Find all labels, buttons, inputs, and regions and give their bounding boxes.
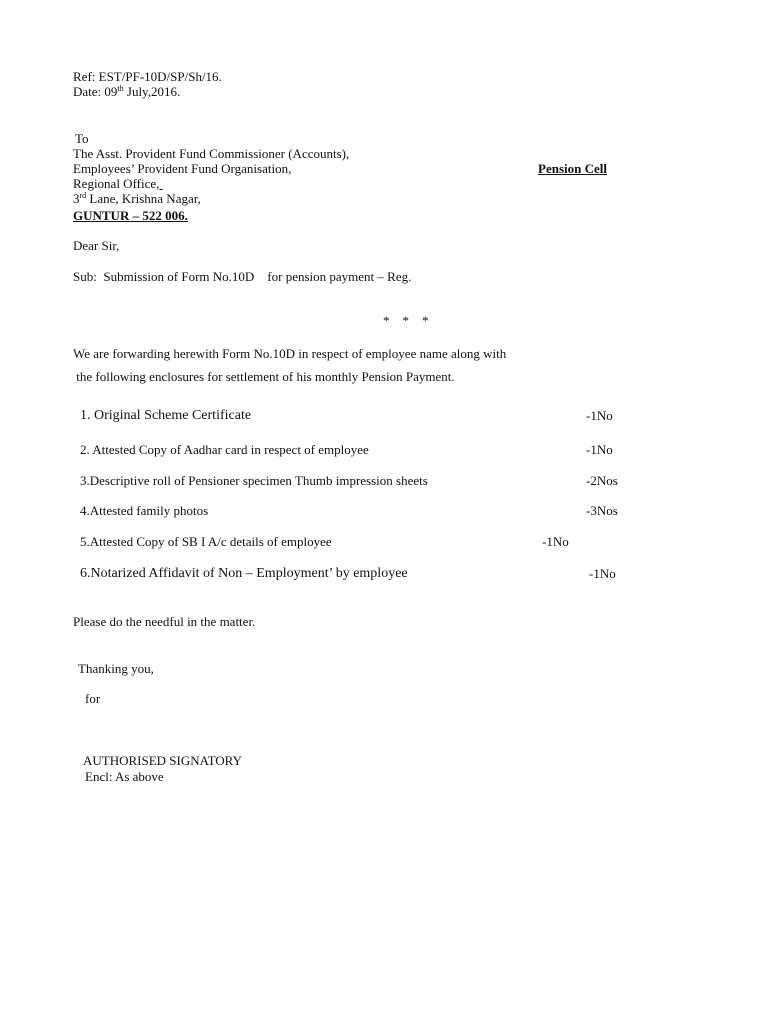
enclosure-item-qty: -2Nos — [586, 473, 618, 488]
enclosure-item-label: 3.Descriptive roll of Pensioner specimen Thumb impression sheets — [80, 473, 428, 488]
body-paragraph-line-1: We are forwarding herewith Form No.10D in respect of employee name along with — [73, 346, 507, 361]
closing-for: for — [85, 691, 101, 706]
letter-date — [73, 84, 180, 100]
address-line-4-rest: Lane, Krishna Nagar, — [86, 191, 201, 206]
date-suffix: July,2016. — [123, 84, 181, 99]
address-line-4-number: 3 — [73, 191, 80, 206]
address-city: GUNTUR – 522 006. — [73, 208, 188, 223]
body-paragraph-line-2: the following enclosures for settlement of his monthly Pension Payment. — [73, 369, 455, 384]
enclosure-item-label: 6.Notarized Affidavit of Non – Employment’ by employee — [80, 566, 408, 581]
address-line-4 — [73, 191, 201, 207]
authorised-signatory: AUTHORISED SIGNATORY — [83, 753, 243, 768]
enclosure-item-qty: -1No — [586, 408, 613, 423]
reference-number: Ref: EST/PF-10D/SP/Sh/16. — [73, 69, 222, 84]
underlined-space — [159, 176, 162, 191]
date-superscript: th — [117, 84, 124, 93]
address-line-4-superscript: rd — [79, 191, 87, 200]
subject-line — [73, 269, 411, 285]
address-line-2: Employees’ Provident Fund Organisation, — [73, 161, 292, 176]
enclosure-item-qty: -3Nos — [586, 503, 618, 518]
enclosure-item-label: 5.Attested Copy of SB I A/c details of employee — [80, 534, 332, 549]
address-line-1: The Asst. Provident Fund Commissioner (Accounts), — [73, 146, 350, 161]
enclosure-note: Encl: As above — [85, 769, 164, 784]
address-line-3-text: Regional Office, — [73, 176, 160, 191]
date-prefix: Date: 09 — [73, 84, 118, 99]
subject-text: Sub: Submission of Form No.10D for pension payment – Reg. — [73, 269, 412, 284]
pension-cell-label: Pension Cell — [538, 161, 607, 176]
closing-thanks: Thanking you, — [78, 661, 154, 676]
enclosure-item-qty: -1No — [542, 534, 569, 549]
salutation: Dear Sir, — [73, 238, 120, 253]
separator-asterisks: * * * — [383, 313, 429, 328]
enclosure-item-label: 2. Attested Copy of Aadhar card in respect of employee — [80, 442, 369, 457]
enclosure-item-qty: -1No — [586, 442, 613, 457]
closing-request: Please do the needful in the matter. — [73, 614, 256, 629]
enclosure-item-label: 1. Original Scheme Certificate — [80, 408, 252, 423]
enclosure-item-qty: -1No — [589, 566, 616, 581]
enclosure-item-label: 4.Attested family photos — [80, 503, 209, 518]
address-line-3 — [73, 176, 163, 192]
address-to: To — [75, 131, 89, 146]
